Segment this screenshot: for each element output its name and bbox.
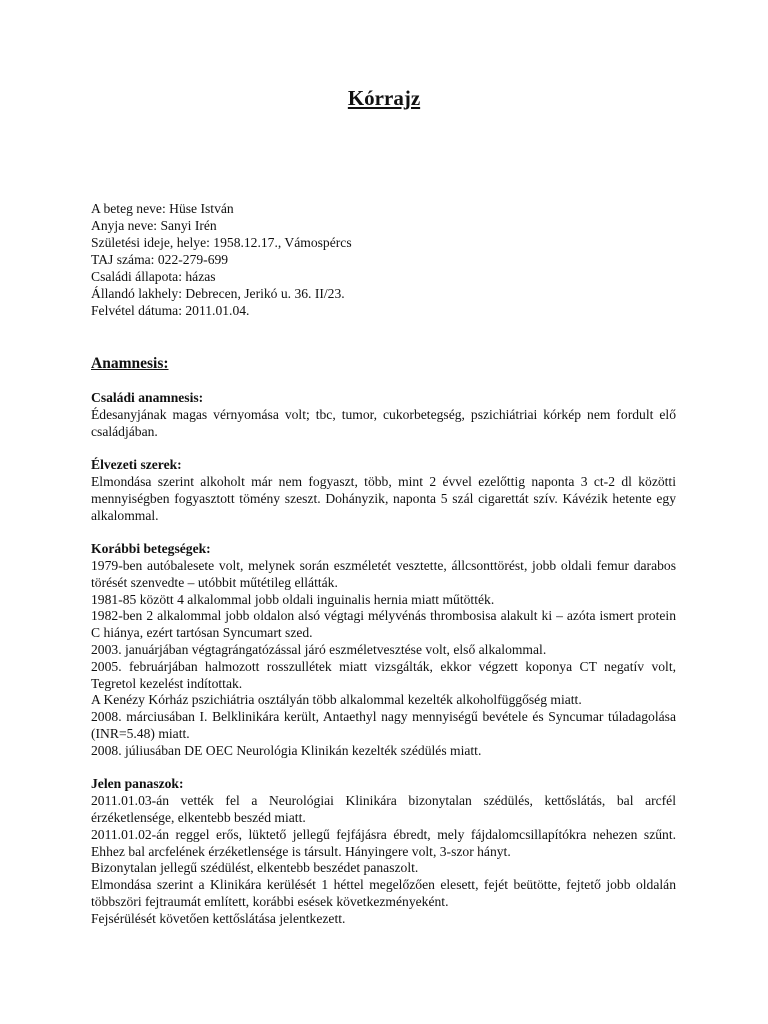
paragraph: Elmondása szerint alkoholt már nem fogyaszt, több, mint 2 évvel ezelőttig naponta 3 ct-2 dl közötti mennyiségben fogyasztott tömény szeszt. Dohányzik, naponta 5 szál cigarettát szív. Kávézik hetente egy alkalommal. [91, 473, 676, 523]
paragraph: 2008. márciusában I. Belklinikára került, Antaethyl nagy mennyiségű bevétele és Syncumar túladagolása (INR=5.48) miatt. [91, 709, 676, 741]
document-title: Kórrajz [347, 86, 421, 110]
mother-name: Anyja neve: Sanyi Irén [91, 218, 217, 233]
section-heading: Jelen panaszok: [91, 776, 184, 792]
birth-info: Születési ideje, helye: 1958.12.17., Vámospércs [91, 235, 352, 250]
section-heading: Élvezeti szerek: [91, 457, 182, 473]
family-history-section [91, 390, 676, 440]
paragraph: 2011.01.02-án reggel erős, lüktető jellegű fejfájásra ébredt, mely fájdalomcsillapítókra nehezen szűnt. Ehhez bal arcfelének érzéketlensége is társult. Hányingere volt, 3-szor hányt. [91, 826, 676, 859]
paragraph: Bizonytalan jellegű szédülést, elkentebb beszédet panaszolt. [91, 860, 419, 876]
marital-status: Családi állapota: házas [91, 269, 216, 284]
paragraph: 2003. januárjában végtagrángatózással járó eszméletvesztése volt, első alkalommal. [91, 641, 547, 657]
paragraph: 1982-ben 2 alkalommal jobb oldalon alsó végtagi mélyvénás thrombosisa alakult ki – azóta ismert protein C hiánya, ezért tartósan Syncumart szed. [91, 608, 676, 641]
paragraph: 1979-ben autóbalesete volt, melynek során eszméletét vesztette, állcsonttörést, jobb oldali femur darabos törését szenvedte – utóbbit műtétileg ellátták. [91, 557, 676, 590]
taj-number: TAJ száma: 022-279-699 [91, 252, 229, 267]
previous-illnesses-section [91, 541, 676, 759]
paragraph: 1981-85 között 4 alkalommal jobb oldali inguinalis hernia miatt műtötték. [91, 591, 495, 607]
paragraph: Fejsérülését követően kettőslátása jelentkezett. [91, 910, 346, 926]
paragraph: 2008. júliusában DE OEC Neurológia Klinikán kezelték szédülés miatt. [91, 742, 482, 758]
paragraph: 2011.01.03-án vették fel a Neurológiai Klinikára bizonytalan szédülés, kettőslátás, bal arcfél érzéketlensége, elkentebb beszéd miatt. [91, 793, 676, 825]
anamnesis-content [91, 390, 676, 944]
substances-section [91, 457, 676, 524]
paragraph: Elmondása szerint a Klinikára kerülését 1 héttel megelőzően elesett, fejét beütötte, fejtető jobb oldalán többszöri fejtraumát említett, korábbi esések következményeként. [91, 877, 676, 909]
anamnesis-heading: Anamnesis: [91, 355, 169, 372]
patient-name: A beteg neve: Hüse István [91, 201, 234, 216]
section-heading: Családi anamnesis: [91, 390, 204, 405]
permanent-address: Állandó lakhely: Debrecen, Jerikó u. 36. II/23. [91, 286, 345, 301]
admission-date: Felvétel dátuma: 2011.01.04. [91, 303, 250, 318]
section-heading: Korábbi betegségek: [91, 541, 211, 557]
paragraph: 2005. februárjában halmozott rosszullétek miatt vizsgálták, ekkor végzett koponya CT negatív volt, Tegretol kezelést indítottak. [91, 658, 676, 691]
paragraph: Édesanyjának magas vérnyomása volt; tbc, tumor, cukorbetegség, pszichiátriai kórkép nem fordult elő családjában. [91, 406, 676, 439]
current-complaints-section [91, 776, 676, 927]
patient-info [91, 200, 681, 319]
paragraph: A Kenézy Kórház pszichiátria osztályán több alkalommal kezelték alkoholfüggőség miatt. [91, 692, 582, 708]
